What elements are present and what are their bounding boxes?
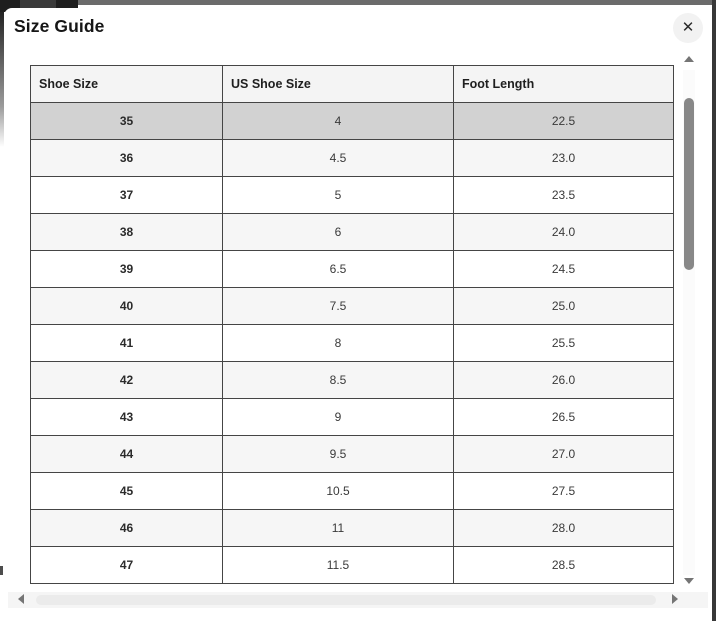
us-shoe-size-cell: 6.5 [223, 251, 454, 288]
shoe-size-cell: 42 [31, 362, 223, 399]
foot-length-cell: 23.5 [454, 177, 674, 214]
scroll-up-arrow-icon[interactable] [684, 56, 694, 62]
size-guide-modal [4, 8, 712, 621]
table-row[interactable] [31, 214, 674, 251]
scroll-left-arrow-icon[interactable] [18, 594, 24, 604]
close-button[interactable] [673, 13, 703, 43]
background-page-top-edge [0, 0, 716, 5]
table-row[interactable] [31, 325, 674, 362]
shoe-size-cell: 43 [31, 399, 223, 436]
foot-length-cell: 28.0 [454, 510, 674, 547]
us-shoe-size-cell: 4.5 [223, 140, 454, 177]
column-header-us-shoe-size: US Shoe Size [223, 66, 454, 103]
shoe-size-cell: 44 [31, 436, 223, 473]
table-row[interactable] [31, 288, 674, 325]
table-row[interactable] [31, 251, 674, 288]
size-table-body [31, 103, 674, 584]
shoe-size-cell: 39 [31, 251, 223, 288]
foot-length-cell: 25.0 [454, 288, 674, 325]
table-row[interactable] [31, 362, 674, 399]
us-shoe-size-cell: 5 [223, 177, 454, 214]
background-page-right-edge [712, 0, 716, 621]
shoe-size-cell: 38 [31, 214, 223, 251]
us-shoe-size-cell: 11 [223, 510, 454, 547]
foot-length-cell: 24.5 [454, 251, 674, 288]
close-icon: ✕ [681, 19, 695, 36]
foot-length-cell: 28.5 [454, 547, 674, 584]
us-shoe-size-cell: 6 [223, 214, 454, 251]
foot-length-cell: 25.5 [454, 325, 674, 362]
table-row[interactable] [31, 436, 674, 473]
foot-length-cell: 27.5 [454, 473, 674, 510]
scroll-right-arrow-icon[interactable] [672, 594, 678, 604]
shoe-size-cell: 35 [31, 103, 223, 140]
shoe-size-cell: 41 [31, 325, 223, 362]
shoe-size-cell: 47 [31, 547, 223, 584]
us-shoe-size-cell: 8.5 [223, 362, 454, 399]
shoe-size-cell: 37 [31, 177, 223, 214]
table-row[interactable] [31, 177, 674, 214]
table-header-row [31, 66, 674, 103]
foot-length-cell: 22.5 [454, 103, 674, 140]
vertical-scrollbar-thumb[interactable] [684, 98, 694, 270]
column-header-foot-length: Foot Length [454, 66, 674, 103]
shoe-size-cell: 40 [31, 288, 223, 325]
foot-length-cell: 23.0 [454, 140, 674, 177]
modal-title: Size Guide [14, 16, 105, 36]
shoe-size-cell: 46 [31, 510, 223, 547]
horizontal-scrollbar-thumb[interactable] [36, 595, 656, 605]
foot-length-cell: 24.0 [454, 214, 674, 251]
us-shoe-size-cell: 9 [223, 399, 454, 436]
size-table [30, 65, 674, 584]
foot-length-cell: 26.0 [454, 362, 674, 399]
scroll-down-arrow-icon[interactable] [684, 578, 694, 584]
shoe-size-cell: 36 [31, 140, 223, 177]
size-table-scroll-area[interactable] [30, 65, 674, 593]
us-shoe-size-cell: 7.5 [223, 288, 454, 325]
us-shoe-size-cell: 10.5 [223, 473, 454, 510]
table-row[interactable] [31, 547, 674, 584]
us-shoe-size-cell: 9.5 [223, 436, 454, 473]
table-row[interactable] [31, 473, 674, 510]
table-row[interactable] [31, 399, 674, 436]
us-shoe-size-cell: 11.5 [223, 547, 454, 584]
shoe-size-cell: 45 [31, 473, 223, 510]
table-row[interactable] [31, 103, 674, 140]
table-row[interactable] [31, 510, 674, 547]
us-shoe-size-cell: 8 [223, 325, 454, 362]
table-row[interactable] [31, 140, 674, 177]
foot-length-cell: 26.5 [454, 399, 674, 436]
background-page-left-mark [0, 566, 3, 575]
us-shoe-size-cell: 4 [223, 103, 454, 140]
column-header-shoe-size: Shoe Size [31, 66, 223, 103]
foot-length-cell: 27.0 [454, 436, 674, 473]
